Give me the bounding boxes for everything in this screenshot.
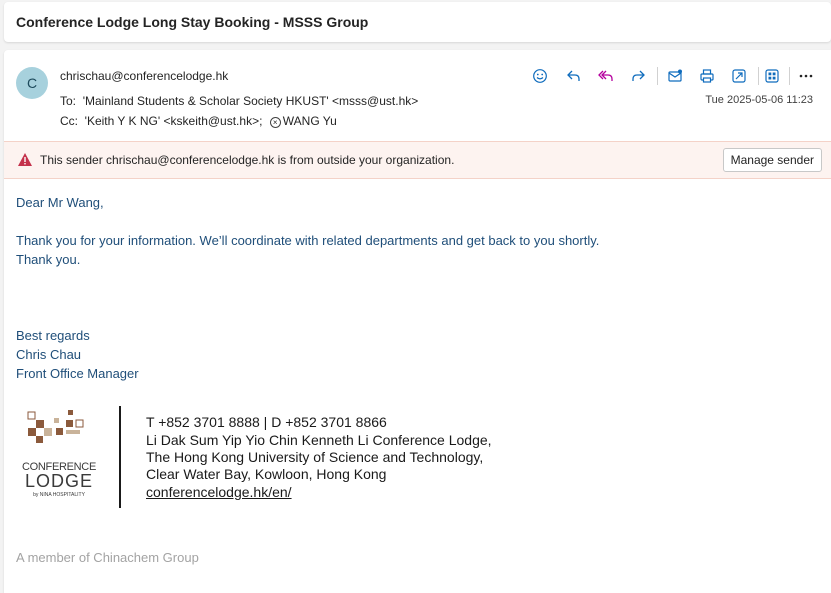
cc-recipient-wang[interactable]: WANG Yu [282, 114, 337, 128]
closing: Best regards [16, 328, 90, 343]
to-line [60, 94, 418, 108]
reply-all-icon[interactable] [595, 64, 617, 88]
logo-word-3: by NINA HOSPITALITY [33, 492, 85, 498]
mark-unread-icon[interactable] [664, 64, 686, 88]
sender-name: Chris Chau [16, 347, 82, 362]
more-icon[interactable] [795, 64, 817, 88]
sent-date: Tue 2025-05-06 11:23 [705, 94, 813, 106]
warning-icon [17, 152, 33, 167]
signature-phone: T +852 3701 8888 | D +852 3701 8866 [146, 414, 387, 430]
signature-divider [119, 406, 121, 508]
signature-address-1: Li Dak Sum Yip Yio Chin Kenneth Li Conference Lodge, [146, 432, 492, 448]
conference-lodge-logo [18, 408, 100, 500]
remove-circle-icon: × [270, 117, 281, 128]
group-membership: A member of Chinachem Group [16, 550, 199, 565]
greeting: Dear Mr Wang, [16, 195, 104, 210]
signature-address-3: Clear Water Bay, Kowloon, Hong Kong [146, 466, 387, 482]
print-icon[interactable] [696, 64, 718, 88]
email-subject: Conference Lodge Long Stay Booking - MSSS Group [16, 14, 369, 30]
sender-avatar[interactable]: C [16, 67, 48, 99]
logo-word-1: CONFERENCE [21, 461, 97, 473]
signature-address-2: The Hong Kong University of Science and Technology, [146, 449, 484, 465]
cc-line [60, 114, 337, 128]
cc-recipient-keith[interactable]: 'Keith Y K NG' <kskeith@ust.hk>; [84, 114, 263, 128]
logo-word-2: LODGE [24, 471, 94, 491]
to-recipient[interactable]: 'Mainland Students & Scholar Society HKUST' <msss@ust.hk> [82, 94, 419, 108]
toolbar-divider [657, 67, 658, 85]
immersive-reader-icon[interactable] [728, 64, 750, 88]
forward-icon[interactable] [627, 64, 649, 88]
manage-sender-button[interactable]: Manage sender [723, 148, 822, 172]
reply-icon[interactable] [563, 64, 585, 88]
message-card [4, 50, 831, 593]
emoji-icon[interactable] [529, 64, 551, 88]
signature-website-link[interactable]: conferencelodge.hk/en/ [146, 484, 292, 500]
toolbar-divider [789, 67, 790, 85]
to-label: To: [60, 94, 77, 108]
sender-email[interactable]: chrischau@conferencelodge.hk [60, 69, 229, 83]
body-line-2: Thank you. [16, 252, 81, 267]
sender-title: Front Office Manager [16, 366, 139, 381]
cc-label: Cc: [60, 114, 78, 128]
body-line-1: Thank you for your information. We’ll coordinate with related departments and get back to you shortly. [16, 233, 600, 248]
toolbar-divider [758, 67, 759, 85]
subject-bar [4, 2, 831, 42]
apps-icon[interactable] [761, 64, 783, 88]
warning-text: This sender chrischau@conferencelodge.hk is from outside your organization. [40, 153, 455, 167]
external-sender-banner [4, 141, 831, 179]
